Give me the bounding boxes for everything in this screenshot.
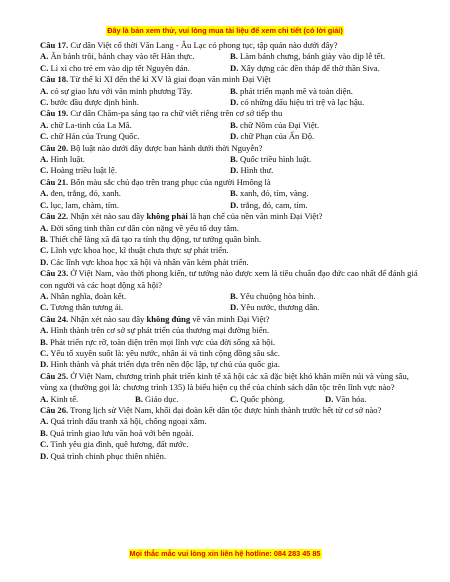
options-row <box>40 97 420 108</box>
option-b: B. Giáo dục. <box>135 393 179 404</box>
options-row <box>40 86 420 97</box>
option-a: A. Hình luật. <box>40 154 85 165</box>
option-d: D. có những dấu hiệu trì trệ và lạc hậu. <box>230 97 365 108</box>
question-17: Câu 17. Cư dân Việt cổ thời Văn Lang - Âu Lạc có phong tục, tập quán nào dưới đây? <box>40 40 338 50</box>
options-row <box>40 63 420 74</box>
preview-notice-text: Đây là bản xem thử, vui lòng mua tài liệu để xem chi tiết (có lời giải) <box>107 26 343 35</box>
option-a: A. có sự giao lưu với văn minh phương Tây. <box>40 85 193 96</box>
option-d: D. Văn hóa. <box>325 393 367 404</box>
option-d: D. Hình thư. <box>230 165 274 176</box>
option-b: B. Làm bánh chưng, bánh giày vào dịp lễ tết. <box>230 51 386 62</box>
option-a: A. Kinh tế. <box>40 393 79 404</box>
option-a: A. Hình thành trên cơ sở sự phát triển của thương mại đường biển. <box>40 325 270 336</box>
question-19: Câu 19. Cư dân Chăm-pa sáng tạo ra chữ viết riêng trên cơ sở tiếp thu <box>40 108 283 119</box>
option-b: B. phát triển mạnh mẽ và toàn diện. <box>230 85 353 96</box>
option-c: C. Tương thân tương ái. <box>40 302 124 313</box>
option-c: C. Quốc phòng. <box>230 393 285 404</box>
option-c: C. bước đầu được định hình. <box>40 97 139 108</box>
preview-notice-banner <box>0 26 450 36</box>
option-c: C. Tình yêu gia đình, quê hương, đất nước. <box>40 439 189 450</box>
hotline-text: Mọi thắc mắc vui lòng xin liên hệ hotline: 084 283 45 85 <box>129 549 321 558</box>
option-c: C. Lì xì cho trẻ em vào dịp tết Nguyên đán. <box>40 62 190 73</box>
option-c: C. Hoàng triều luật lệ. <box>40 165 117 176</box>
option-b: B. Thiết chế làng xã đã tạo ra tính thụ động, tư tưởng quân bình. <box>40 233 262 244</box>
option-b: B. Yêu chuộng hòa bình. <box>230 290 316 301</box>
options-row <box>40 154 420 165</box>
option-a: A. Ăn bánh trôi, bánh chay vào tết Hàn thực. <box>40 51 195 62</box>
option-c: C. lục, lam, chàm, tím. <box>40 199 120 210</box>
option-d: D. Xây dựng các đền tháp để thờ thần Siva. <box>230 62 380 73</box>
option-d: D. Các lĩnh vực khoa học xã hội và nhân văn kém phát triển. <box>40 256 249 267</box>
question-23: Câu 23. Ở Việt Nam, vào thời phong kiến, tư tưởng nào được xem là tiêu chuẩn đạo đức cao nhất để đánh giá con người và các hoạt động xã hội? <box>40 268 418 290</box>
options-row <box>40 131 420 142</box>
options-row <box>40 291 420 302</box>
option-d: D. chữ Phạn của Ấn Độ. <box>230 131 315 142</box>
options-row <box>40 51 420 62</box>
options-row <box>40 120 420 131</box>
question-22: Câu 22. Nhận xét nào sau đây không phải là hạn chế của nền văn minh Đại Việt? <box>40 211 323 222</box>
option-a: A. đen, trắng, đỏ, xanh. <box>40 188 121 199</box>
option-c: C. chữ Hán của Trung Quốc. <box>40 131 140 142</box>
option-b: B. xanh, đỏ, tím, vàng. <box>230 188 309 199</box>
option-d: D. Hình thành và phát triển dựa trên nền độc lập, tự chủ của quốc gia. <box>40 359 280 370</box>
option-c: C. Lĩnh vực khoa học, kĩ thuật chưa thực sự phát triển. <box>40 245 229 256</box>
question-21: Câu 21. Bốn màu sắc chủ đạo trên trang phục của người Hmông là <box>40 176 271 187</box>
option-a: A. Đời sống tinh thần cư dân còn nặng về yếu tố duy tâm. <box>40 222 239 233</box>
question-18: Câu 18. Từ thế kỉ XI đến thế kỉ XV là giai đoạn văn minh Đại Việt <box>40 74 271 85</box>
option-b: B. Quá trình giao lưu văn hoá với bên ngoài. <box>40 427 194 438</box>
question-list <box>40 40 420 462</box>
option-c: C. Yếu tố xuyên suốt là: yêu nước, nhân ái và tinh cộng đồng sâu sắc. <box>40 347 280 358</box>
question-25: Câu 25. Ở Việt Nam, chương trình phát triển kinh tế xã hội các xã đặc biệt khó khăn miền núi và vùng sâu, vùng xa (thường gọi là: chương trình 135) là biểu hiện cụ thể của chính sách dân tộc trên lĩnh vực nào? <box>40 370 409 393</box>
options-row <box>40 188 420 199</box>
option-d: D. Yêu nước, thương dân. <box>230 302 320 313</box>
option-b: B. chữ Nôm của Đại Việt. <box>230 119 320 130</box>
option-b: B. Quốc triều hình luật. <box>230 154 312 165</box>
options-row <box>40 394 420 405</box>
options-row <box>40 302 420 313</box>
hotline-banner <box>0 549 450 559</box>
question-24: Câu 24. Nhận xét nào sau đây không đúng về văn minh Đại Việt? <box>40 313 270 324</box>
question-26: Câu 26. Trong lịch sử Việt Nam, khối đại đoàn kết dân tộc được hình thành trước hết từ cơ sở nào? <box>40 405 382 415</box>
option-a: A. chữ La-tinh của La Mã. <box>40 119 132 130</box>
option-d: D. trắng, đỏ, cam, tím. <box>230 199 308 210</box>
options-row <box>40 165 420 176</box>
option-b: B. Phát triển rực rỡ, toàn diện trên mọi lĩnh vực của đời sống xã hội. <box>40 336 276 347</box>
options-row <box>40 200 420 211</box>
option-a: A. Nhân nghĩa, đoàn kết. <box>40 290 127 301</box>
question-20: Câu 20. Bộ luật nào dưới đây được ban hành dưới thời Nguyễn? <box>40 142 263 153</box>
option-a: A. Quá trình đấu tranh xã hội, chống ngoại xâm. <box>40 416 207 427</box>
option-d: D. Quá trình chinh phục thiên nhiên. <box>40 450 167 461</box>
